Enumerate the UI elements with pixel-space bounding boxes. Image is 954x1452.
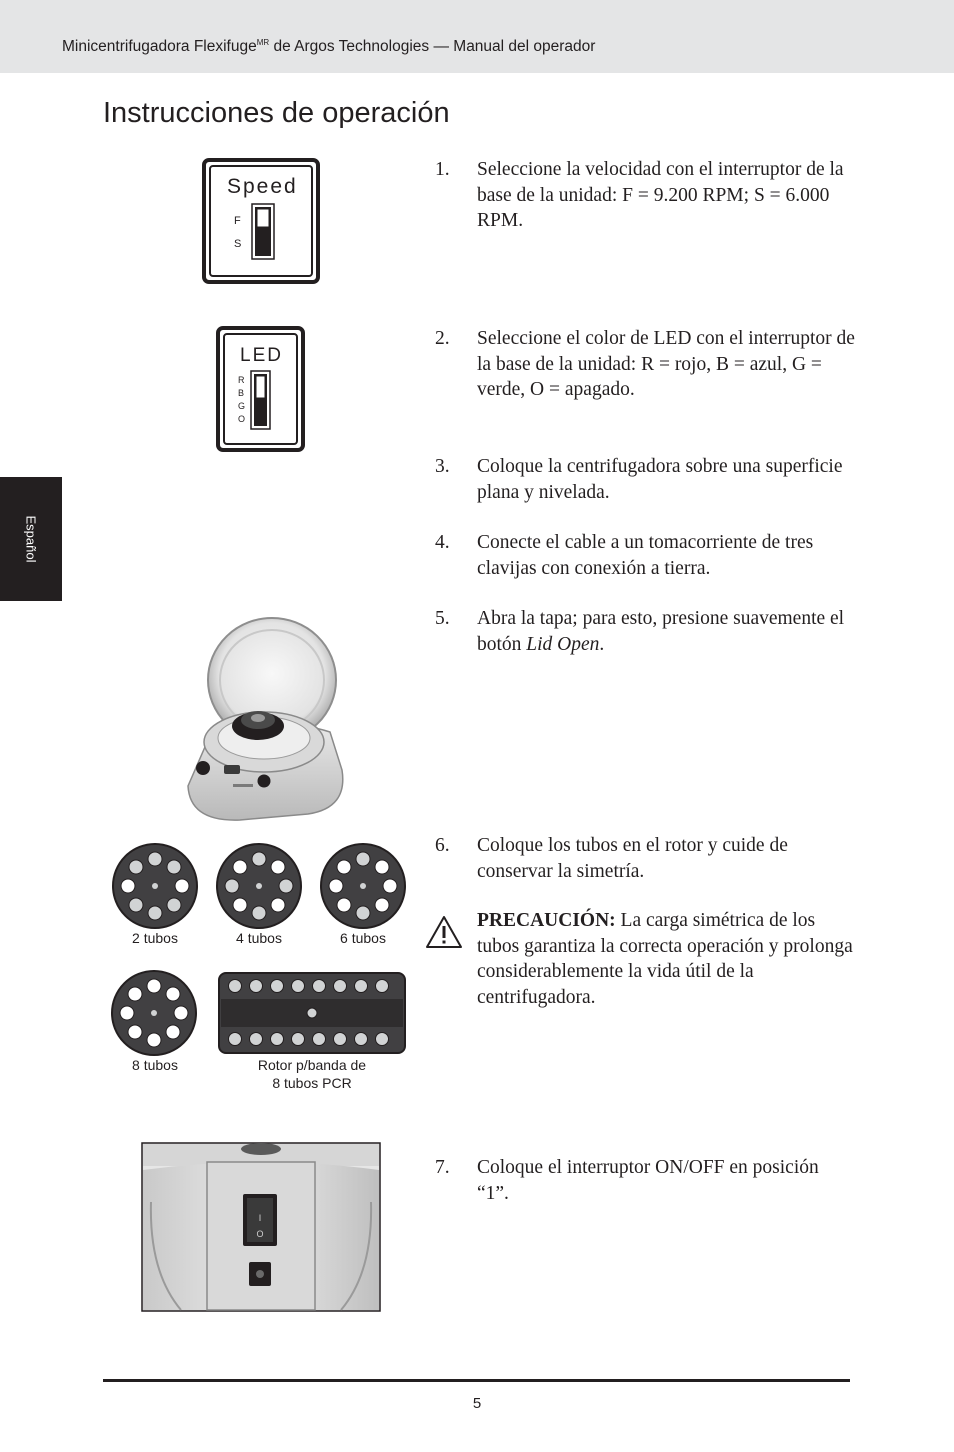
rotor-row-bottom [109, 970, 409, 1058]
step-7-number: 7. [435, 1157, 450, 1178]
centrifuge-open-lid-illustration [180, 614, 350, 824]
rocker-on-mark: I [258, 1213, 262, 1223]
step-4-text: Conecte el cable a un tomacorriente de tres clavijas con conexión a tierra. [477, 532, 814, 579]
step-1 [435, 157, 855, 234]
step-2-number: 2. [435, 328, 450, 349]
footer-rule [103, 1379, 850, 1382]
rotor-pcr-label-line1: Rotor p/banda de [257, 1057, 367, 1073]
header-trademark: MR [256, 38, 270, 47]
rotor-pcr-strip [219, 973, 405, 1053]
rotor-pcr-label [232, 1056, 392, 1092]
led-switch-title: LED [240, 345, 283, 366]
header-subtitle: de Argos Technologies — Manual del operador [269, 38, 596, 55]
caution-title: PRECAUCIÓN: [477, 910, 616, 931]
step-6 [435, 833, 855, 884]
led-switch-b-label: B [238, 388, 245, 398]
speed-switch-title: Speed [227, 175, 298, 198]
rotor-8-label: 8 tubos [132, 1057, 178, 1073]
led-switch-o-label: O [238, 414, 246, 424]
rotor-6-tubes [321, 844, 405, 928]
step-2 [435, 326, 855, 403]
led-switch-figure [216, 326, 305, 452]
page-number: 5 [472, 1395, 482, 1412]
caution-body [477, 908, 855, 1010]
step-5-text-end: . [599, 633, 605, 655]
speed-knob-icon [196, 761, 210, 775]
language-tab [0, 477, 62, 601]
language-tab-label: Español [23, 515, 39, 563]
step-3-number: 3. [435, 456, 450, 477]
led-switch-g-label: G [238, 401, 246, 411]
step-5-number: 5. [435, 608, 450, 629]
led-switch-r-label: R [238, 375, 245, 385]
rotor-8-tubes [112, 971, 196, 1055]
step-3-text: Coloque la centrifugadora sobre una superficie plana y nivelada. [477, 456, 843, 503]
step-6-number: 6. [435, 835, 450, 856]
step-1-text: Seleccione la velocidad con el interruptor de la base de la unidad: F = 9.200 RPM; S = 6.000 RPM. [477, 159, 844, 231]
rotor-4-tubes [217, 844, 301, 928]
power-switch-photo [141, 1142, 381, 1312]
rotor-6-label: 6 tubos [340, 930, 386, 946]
rotor-2-tubes [113, 844, 197, 928]
step-6-text: Coloque los tubos en el rotor y cuide de conservar la simetría. [477, 835, 788, 882]
lid-open-button-icon [258, 775, 271, 788]
page-title: Instrucciones de operación [103, 97, 450, 129]
step-4 [435, 530, 855, 581]
warning-triangle-icon [425, 915, 463, 949]
caution-text: La carga simétrica de los tubos garantiza la correcta operación y prolonga considerablemente la vida útil de la centrifugadora. [477, 910, 853, 1008]
rotor-2-label: 2 tubos [132, 930, 178, 946]
running-header [62, 38, 595, 56]
speed-switch-figure [202, 158, 320, 284]
header-band [0, 0, 954, 73]
step-2-text: Seleccione el color de LED con el interruptor de la base de la unidad: R = rojo, B = azul, G = verde, O = apagado. [477, 328, 855, 400]
rotor-4-label: 4 tubos [236, 930, 282, 946]
step-7 [435, 1155, 855, 1206]
step-5 [435, 606, 855, 657]
step-3 [435, 454, 855, 505]
speed-switch-s-label: S [234, 238, 242, 250]
step-5-text-main: Abra la tapa; para esto, presione suavemente el botón [477, 608, 845, 655]
rotor-row-top [109, 843, 409, 935]
step-7-text: Coloque el interruptor ON/OFF en posición “1”. [477, 1157, 819, 1204]
speed-switch-f-label: F [234, 215, 241, 227]
rocker-off-mark: O [256, 1229, 264, 1239]
step-1-number: 1. [435, 159, 450, 180]
header-title: Minicentrifugadora Flexifuge [62, 38, 257, 55]
step-4-number: 4. [435, 532, 450, 553]
step-5-text [477, 606, 855, 657]
lid-open-button-name: Lid Open [526, 633, 600, 655]
caution-note [425, 908, 855, 1010]
power-rocker-switch [243, 1194, 277, 1246]
rotor-pcr-label-line2: 8 tubos PCR [272, 1075, 352, 1091]
